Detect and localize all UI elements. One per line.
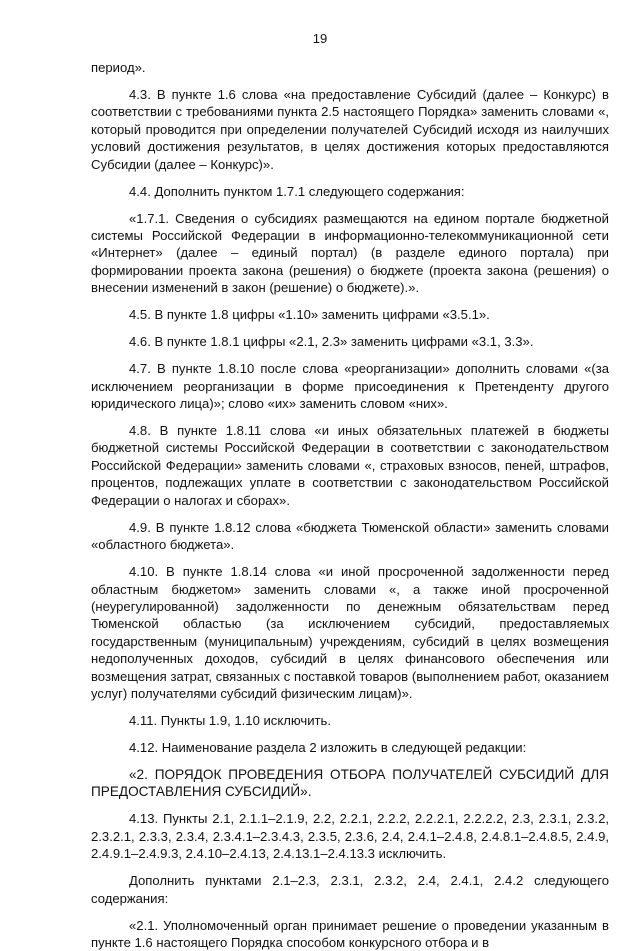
paragraph-4-7: 4.7. В пункте 1.8.10 после слова «реорганизации» дополнить словами «(за исключением реорганизации в форме присоединения к Претенденту другого юридического лица)»; слово «их» заменить словом «них».: [91, 361, 609, 412]
document-body: [91, 59, 609, 951]
paragraph-4-6: 4.6. В пункте 1.8.1 цифры «2.1, 2.3» заменить цифрами «3.1, 3.3».: [129, 334, 534, 350]
paragraph-4-3: 4.3. В пункте 1.6 слова «на предоставление Субсидий (далее – Конкурс) в соответствии с требованиями пункта 2.5 настоящего Порядка» заменить словами «, который проводится при определении получателей Субсидий исходя из наилучших условий достижения результатов, в целях достижения которых предоставляются Субсидии (далее – Конкурс)».: [91, 87, 609, 172]
paragraph-4-4: 4.4. Дополнить пунктом 1.7.1 следующего содержания:: [129, 183, 465, 199]
paragraph-4-9: 4.9. В пункте 1.8.12 слова «бюджета Тюменской области» заменить словами «областного бюджета».: [91, 519, 609, 553]
paragraph-4-11: 4.11. Пункты 1.9, 1.10 исключить.: [129, 712, 332, 728]
paragraph-continuation: период».: [91, 60, 146, 75]
paragraph-2-1: «2.1. Уполномоченный орган принимает решение о проведении указанным в пункте 1.6 настоящего Порядка способом конкурсного отбора и в: [91, 917, 609, 950]
paragraph-4-12: 4.12. Наименование раздела 2 изложить в следующей редакции:: [129, 739, 527, 755]
paragraph-add-points: Дополнить пунктами 2.1–2.3, 2.3.1, 2.3.2, 2.4, 2.4.1, 2.4.2 следующего содержания:: [91, 873, 609, 906]
paragraph-4-13: 4.13. Пункты 2.1, 2.1.1–2.1.9, 2.2, 2.2.1, 2.2.2, 2.2.2.1, 2.2.2.2, 2.3, 2.3.1, 2.3.2, 2.3.2.1, 2.3.3, 2.3.4, 2.3.4.1–2.3.4.3, 2.3.5, 2.3.6, 2.4, 2.4.1–2.4.8, 2.4.8.1–2.4.8.5, 2.4.9, 2.4.9.1–2.4.9.3, 2.4.10–2.4.13, 2.4.13.1–2.4.13.3 исключить.: [91, 811, 609, 862]
page-number: 19: [312, 31, 328, 46]
paragraph-4-10: 4.10. В пункте 1.8.14 слова «и иной просроченной задолженности перед областным бюджетом» заменить словами «, а также иной просроченной (неурегулированной) задолженности по денежным обязательствам перед Тюменской областью (за исключением субсидий, предоставляемых государственным (муниципальным) учреждениям, субсидий в целях возмещения недополученных доходов, субсидий в целях финансового обеспечения или возмещения затрат, связанных с поставкой товаров (выполнением работ, оказанием услуг) получателями субсидий физическим лицам)».: [91, 564, 609, 701]
paragraph-4-5: 4.5. В пункте 1.8 цифры «1.10» заменить цифрами «3.5.1».: [129, 307, 490, 323]
paragraph-4-8: 4.8. В пункте 1.8.11 слова «и иных обязательных платежей в бюджеты бюджетной системы Российской Федерации в соответствии с законодательством Российской Федерации» заменить словами «, страховых взносов, пеней, штрафов, процентов, подлежащих уплате в соответствии с законодательством Российской Федерации о налогах и сборах».: [91, 423, 609, 508]
section-2-title: «2. ПОРЯДОК ПРОВЕДЕНИЯ ОТБОРА ПОЛУЧАТЕЛЕЙ СУБСИДИЙ ДЛЯ ПРЕДОСТАВЛЕНИЯ СУБСИДИЙ».: [91, 766, 609, 800]
paragraph-1-7-1: «1.7.1. Сведения о субсидиях размещаются на едином портале бюджетной системы Российской Федерации в информационно-телекоммуникационной сети «Интернет» (далее – единый портал) (в разделе единого портала) при формировании проекта закона (решения) о бюджете (проекта закона (решения) о внесении изменений в закон (решение) о бюджете).».: [91, 210, 609, 296]
